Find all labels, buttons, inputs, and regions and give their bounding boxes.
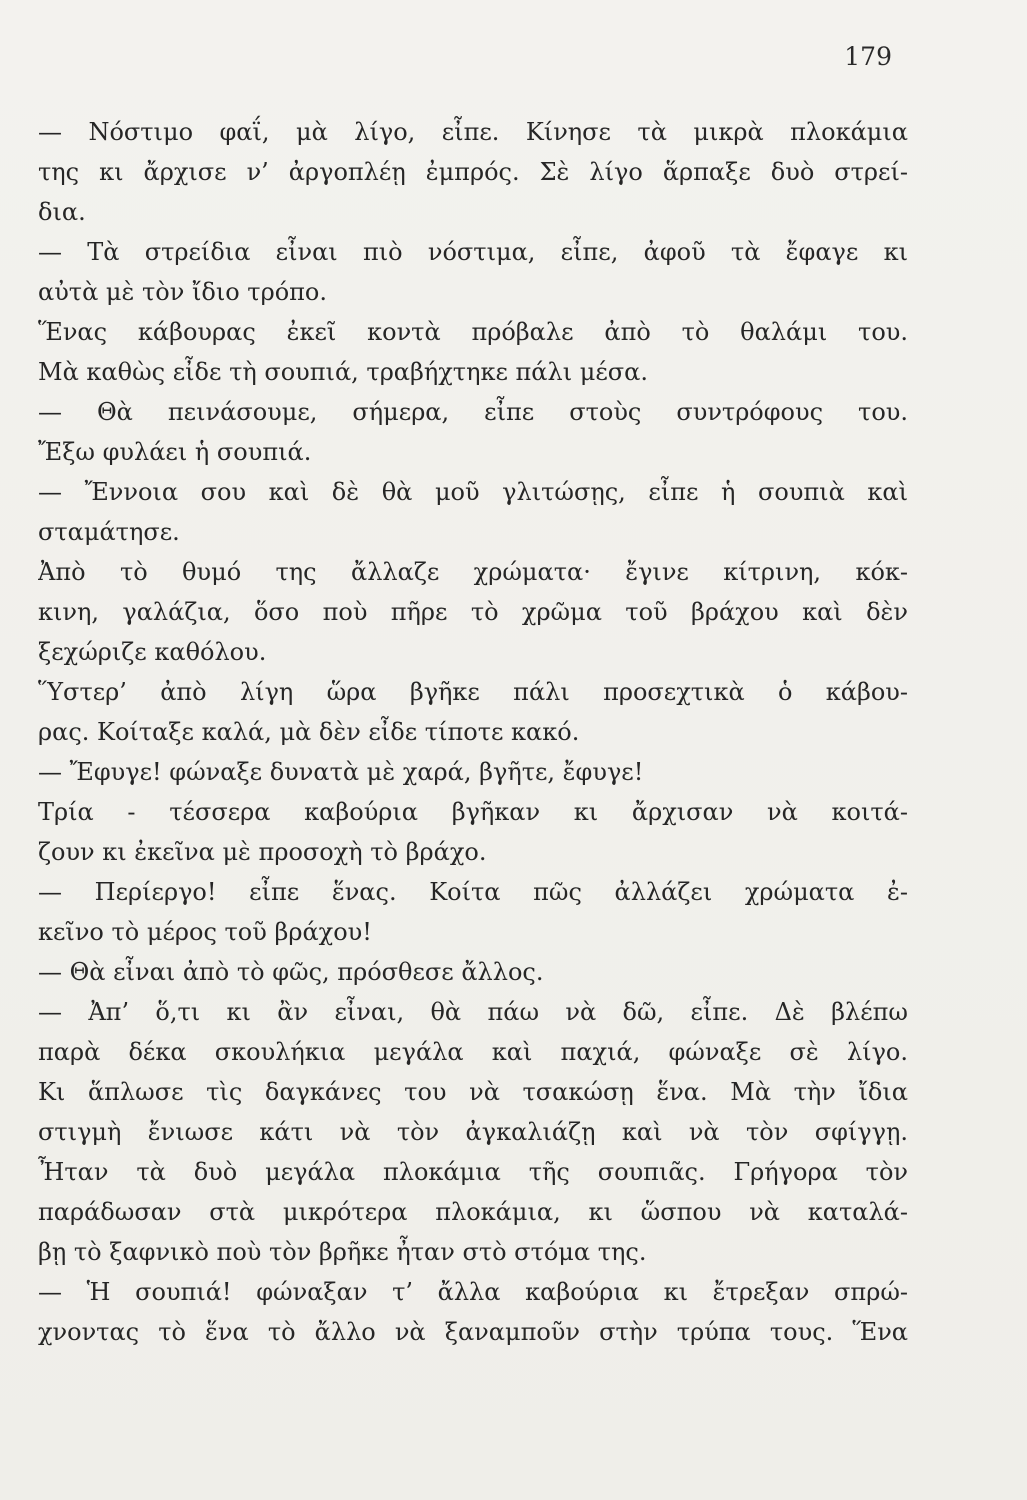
text-line: — Θὰ εἶναι ἀπὸ τὸ φῶς, πρόσθεσε ἄλλος.	[38, 958, 544, 986]
text-line: Τρία - τέσσερα καβούρια βγῆκαν κι ἄρχισαν νὰ κοιτά-	[38, 798, 908, 826]
text-line: Κι ἅπλωσε τὶς δαγκάνες του νὰ τσακώσῃ ἕνα. Μὰ τὴν ἴδια	[38, 1078, 908, 1106]
text-line: — Ἔννοια σου καὶ δὲ θὰ μοῦ γλιτώσῃς, εἶπε ἡ σουπιὰ καὶ	[38, 478, 908, 506]
text-line: παράδωσαν στὰ μικρότερα πλοκάμια, κι ὥσπου νὰ καταλά-	[38, 1198, 908, 1226]
text-line: της κι ἄρχισε ν’ ἀργοπλέῃ ἐμπρός. Σὲ λίγο ἅρπαξε δυὸ στρεί-	[38, 158, 908, 186]
text-line: ξεχώριζε καθόλου.	[38, 638, 267, 666]
text-line: Μὰ καθὼς εἶδε τὴ σουπιά, τραβήχτηκε πάλι μέσα.	[38, 358, 649, 386]
text-line: ρας. Κοίταξε καλά, μὰ δὲν εἶδε τίποτε κακό.	[38, 718, 580, 746]
text-line: — Θὰ πεινάσουμε, σήμερα, εἶπε στοὺς συντρόφους του.	[38, 398, 908, 426]
text-line: — Τὰ στρείδια εἶναι πιὸ νόστιμα, εἶπε, ἀφοῦ τὰ ἔφαγε κι	[38, 238, 908, 266]
text-line: σταμάτησε.	[38, 518, 180, 546]
text-line: Ἕνας κάβουρας ἐκεῖ κοντὰ πρόβαλε ἀπὸ τὸ θαλάμι του.	[38, 318, 908, 346]
text-line: ζουν κι ἐκεῖνα μὲ προσοχὴ τὸ βράχο.	[38, 838, 487, 866]
text-line: Ἦταν τὰ δυὸ μεγάλα πλοκάμια τῆς σουπιᾶς. Γρήγορα τὸν	[38, 1158, 908, 1186]
text-line: στιγμὴ ἔνιωσε κάτι νὰ τὸν ἀγκαλιάζῃ καὶ νὰ τὸν σφίγγῃ.	[38, 1118, 908, 1146]
text-line: — Περίεργο! εἶπε ἕνας. Κοίτα πῶς ἀλλάζει χρώματα ἐ-	[38, 878, 908, 906]
text-line: χνοντας τὸ ἕνα τὸ ἄλλο νὰ ξαναμποῦν στὴν τρύπα τους. Ἕνα	[38, 1318, 908, 1346]
text-line: — Ἔφυγε! φώναξε δυνατὰ μὲ χαρά, βγῆτε, ἔφυγε!	[38, 758, 644, 786]
page-number: 179	[844, 42, 892, 71]
body-text	[38, 112, 908, 1352]
text-line: — Νόστιμο φαΐ, μὰ λίγο, εἶπε. Κίνησε τὰ μικρὰ πλοκάμια	[38, 118, 908, 146]
text-line: παρὰ δέκα σκουλήκια μεγάλα καὶ παχιά, φώναξε σὲ λίγο.	[38, 1038, 908, 1066]
text-line: κεῖνο τὸ μέρος τοῦ βράχου!	[38, 918, 372, 946]
text-line: — Ἀπ’ ὅ,τι κι ἂν εἶναι, θὰ πάω νὰ δῶ, εἶπε. Δὲ βλέπω	[38, 998, 908, 1026]
text-line: — Ἡ σουπιά! φώναξαν τ’ ἄλλα καβούρια κι ἔτρεξαν σπρώ-	[38, 1278, 908, 1306]
text-line: Ὕστερ’ ἀπὸ λίγη ὥρα βγῆκε πάλι προσεχτικὰ ὁ κάβου-	[38, 678, 908, 706]
text-line: Ἀπὸ τὸ θυμό της ἄλλαζε χρώματα· ἔγινε κίτρινη, κόκ-	[38, 558, 908, 586]
text-line: αὐτὰ μὲ τὸν ἴδιο τρόπο.	[38, 278, 327, 306]
text-line: βῃ τὸ ξαφνικὸ ποὺ τὸν βρῆκε ἦταν στὸ στόμα της.	[38, 1238, 647, 1266]
text-line: δια.	[38, 198, 86, 226]
text-line: Ἔξω φυλάει ἡ σουπιά.	[38, 438, 312, 466]
text-line: κινη, γαλάζια, ὅσο ποὺ πῆρε τὸ χρῶμα τοῦ βράχου καὶ δὲν	[38, 598, 908, 626]
